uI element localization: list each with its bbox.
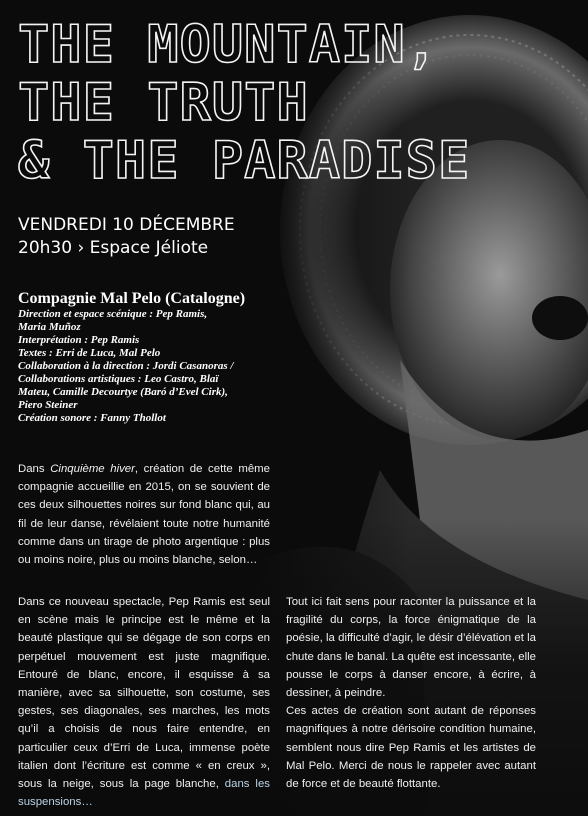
title-line-2: THE TRUTH [18,73,309,133]
credit-line: Création sonore : Fanny Thollot [18,412,166,424]
credit-line: Mateu, Camille Decourtye (Baró d’Evel Cirk), [18,386,228,398]
show-title [18,16,578,190]
text-run: Dans ce nouveau spectacle, Pep Ramis est seul en scène mais le principe est le même et la beauté plastique qui se dégage de son corps en perpétuel mouvement est juste magnifique. Entouré de blanc, encore, il esquisse à sa manière, avec sa silhouette, son costume, ses gestes, ses diagonales, ses marches, les mots qu’il a choisis de nous faire entendre, en particulier ceux d’Erri de Luca, immense poète italien dont l’écriture est comme « en creux », sous la neige, sous la page blanche, [18,596,270,791]
time-venue-line: 20h30 › Espace Jéliote [18,238,209,258]
credit-line: Textes : Erri de Luca, Mal Pelo [18,347,161,359]
credit-line: Interprétation : Pep Ramis [18,334,140,346]
work-title: Cinquième hiver [50,463,135,475]
date-line: VENDREDI 10 DÉCEMBRE [18,215,235,235]
credit-line: Collaboration à la direction : Jordi Casanoras / [18,360,234,372]
company-name: Compagnie Mal Pelo (Catalogne) [18,290,246,307]
right-column [286,593,536,793]
paragraph-creation: Ces actes de création sont autant de réponses magnifiques à notre dérisoire condition humaine, semblent nous dire Pep Ramis et les artistes de Mal Pelo. Merci de nous le rappeler avec autant de force et de beauté flottante. [286,705,536,791]
paragraph-meaning: Tout ici fait sens pour raconter la puissance et la fragilité du corps, la force énigmatique de la poésie, la difficulté d’agir, le désir d’élévation et la chute dans le banal. La quête est incessante, elle pousse le corps à danser encore, à écrire, à dessiner, à peindre. [286,596,536,700]
credit-line: Maria Muñoz [18,321,81,333]
description-paragraph [18,593,270,811]
credit-line: Collaborations artistiques : Leo Castro, Blaï [18,373,219,385]
suspensions-link[interactable]: dans les suspensions… [18,778,270,809]
intro-paragraph [18,460,270,569]
credits-block [18,289,318,425]
credit-line: Piero Steiner [18,399,78,411]
text-run: , création de cette même compagnie accueillie en 2015, on se souvient de ces deux silhouettes noires sur fond blanc qui, au fil de leur danse, révélaient toute notre humanité comme dans un tirage de photo argentique : plus ou moins noire, plus ou moins blanche, selon… [18,463,270,567]
title-line-1: THE MOUNTAIN, [18,15,438,75]
title-line-3: & THE PARADISE [18,131,471,191]
text-run: Dans [18,463,51,475]
event-date [18,214,235,260]
credit-line: Direction et espace scénique : Pep Ramis, [18,308,208,320]
